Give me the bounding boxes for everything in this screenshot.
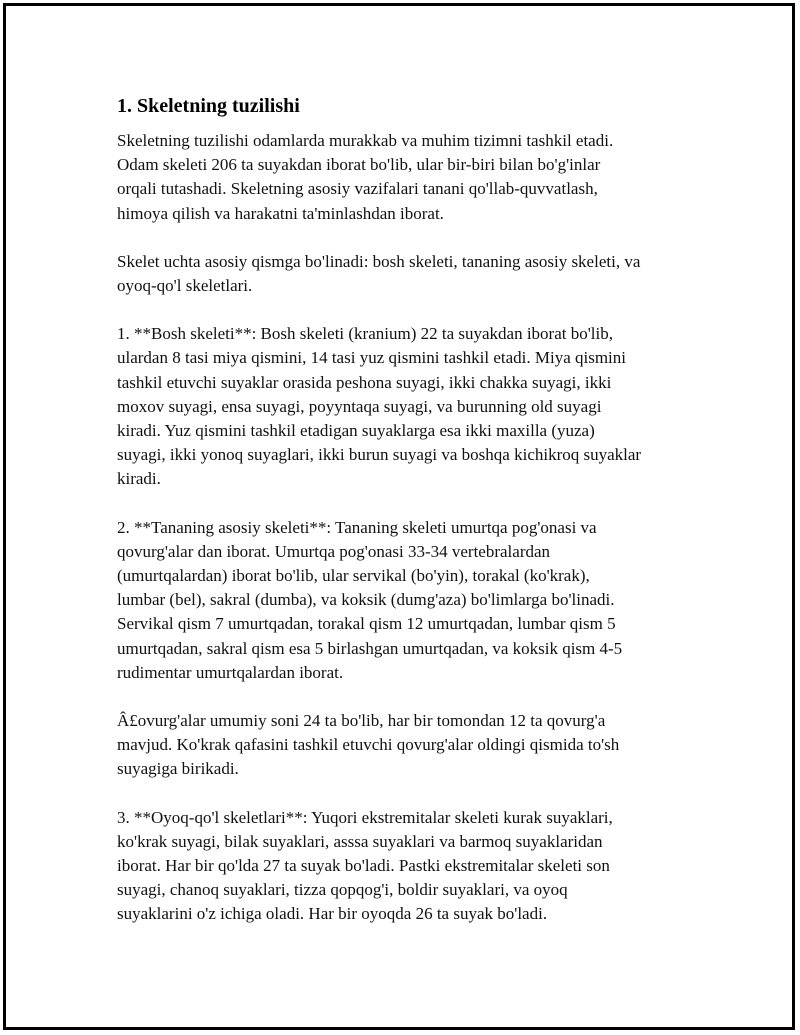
limbs-paragraph: 3. **Oyoq-qo'l skeletlari**: Yuqori ekstremitalar skeleti kurak suyaklari, ko'krak suyagi, bilak suyaklari, asssa suyaklari va barmoq suyaklaridan iborat. Har bir qo'lda 27 ta suyak bo'ladi. Pastki ekstremitalar skeleti son suyagi, chanoq suyaklari, tizza qopqog'i, boldir suyaklari, va oyoq suyaklarini o'z ichiga oladi. Har bir oyoqda 26 ta suyak bo'ladi. <box>117 807 613 924</box>
document-body <box>117 93 697 951</box>
axial-skeleton-paragraph: 2. **Tananing asosiy skeleti**: Tananing skeleti umurtqa pog'onasi va qovurg'alar dan iborat. Umurtqa pog'onasi 33-34 vertebralardan (umurtqalardan) iborat bo'lib, ular servikal (bo'yin), torakal (ko'krak), lumbar (bel), sakral (dumba), va koksik (dumg'aza) bo'limlarga bo'linadi. Servikal qism 7 umurtqadan, torakal qism 12 umurtqadan, lumbar qism 5 umurtqadan, sakral qism esa 5 birlashgan umurtqadan, va koksik qism 4-5 rudimentar umurtqalardan iborat. <box>117 517 623 682</box>
intro-paragraph: Skeletning tuzilishi odamlarda murakkab va muhim tizimni tashkil etadi. Odam skeleti 206 ta suyakdan iborat bo'lib, ular bir-biri bilan bo'g'inlar orqali tutashadi. Skeletning asosiy vazifalari tanani qo'llab-quvvatlash, himoya qilish va harakatni ta'minlashdan iborat. <box>117 131 614 223</box>
skull-paragraph: 1. **Bosh skeleti**: Bosh skeleti (kranium) 22 ta suyakdan iborat bo'lib, ulardan 8 tasi miya qismini, 14 tasi yuz qismini tashkil etadi. Miya qismini tashkil etuvchi suyaklar orasida peshona suyagi, ikki chakka suyagi, ikki moxov suyagi, ensa suyagi, poyyntaqa suyagi, va burunning old suyagi kiradi. Yuz qismini tashkil etadigan suyaklarga esa ikki maxilla (yuza) suyagi, ikki yonoq suyaglari, ikki burun suyagi va boshqa kichikroq suyaklar kiradi. <box>117 324 642 489</box>
section-heading: 1. Skeletning tuzilishi <box>117 95 300 117</box>
parts-paragraph: Skelet uchta asosiy qismga bo'linadi: bosh skeleti, tananing asosiy skeleti, va oyoq-qo'l skeletlari. <box>117 251 641 296</box>
ribs-paragraph: Â£ovurg'alar umumiy soni 24 ta bo'lib, har bir tomondan 12 ta qovurg'a mavjud. Ko'krak qafasini tashkil etuvchi qovurg'alar oldingi qismida to'sh suyagiga birikadi. <box>117 711 620 779</box>
